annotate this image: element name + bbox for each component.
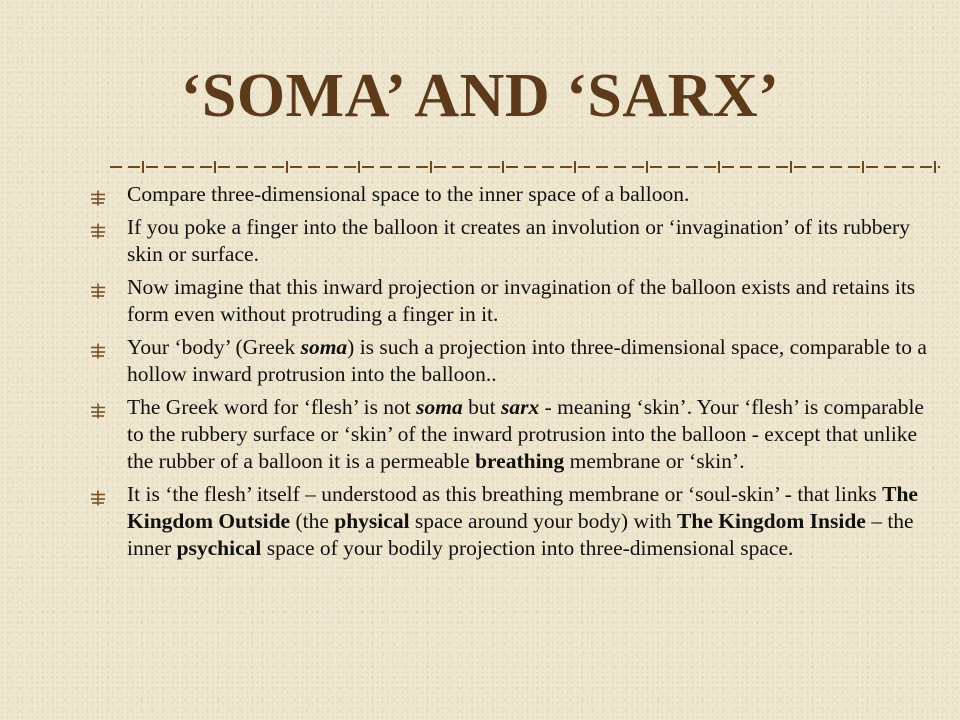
bullet-segment: It is ‘the flesh’ itself – understood as this breathing membrane or ‘soul-skin’ - that links	[127, 482, 883, 506]
bamboo-cross-icon	[90, 219, 106, 235]
bullet-segment: Compare three-dimensional space to the inner space of a balloon.	[127, 182, 690, 206]
bamboo-cross-icon	[90, 339, 106, 355]
bullet-text	[127, 395, 924, 473]
bullet-text	[127, 335, 927, 386]
bullet-item	[90, 181, 940, 208]
bullet-segment: If you poke a finger into the balloon it creates an involution or ‘invagination’ of its rubbery skin or surface.	[127, 215, 910, 266]
bullet-segment: sarx	[501, 395, 540, 419]
bullet-segment: The Greek word for ‘flesh’ is not	[127, 395, 417, 419]
bullet-list	[90, 181, 940, 568]
bullet-segment: soma	[300, 335, 348, 359]
bullet-segment: – the inner	[127, 509, 914, 560]
slide-title: ‘SOMA’ AND ‘SARX’	[180, 62, 780, 130]
bullet-segment: membrane or ‘skin’.	[564, 449, 745, 473]
bullet-segment: space of your bodily projection into three-dimensional space.	[261, 536, 794, 560]
bullet-segment: (the	[290, 509, 335, 533]
bullet-text	[127, 275, 915, 326]
bullet-segment: The Kingdom Inside	[677, 509, 866, 533]
bamboo-cross-icon	[90, 279, 106, 295]
bullet-segment: The Kingdom Outside	[127, 482, 918, 533]
bullet-text	[127, 182, 689, 206]
bullet-segment: soma	[416, 395, 463, 419]
bullet-segment: Now imagine that this inward projection or invagination of the balloon exists and retains its form even without protruding a finger in it.	[127, 275, 916, 326]
bamboo-cross-icon	[90, 486, 106, 502]
bullet-item	[90, 274, 940, 328]
bullet-segment: breathing	[475, 449, 565, 473]
bullet-item	[90, 214, 940, 268]
bamboo-cross-icon	[90, 186, 106, 202]
bullet-item	[90, 334, 940, 388]
bullet-segment: but	[462, 395, 501, 419]
bullet-text	[127, 482, 918, 560]
bullet-segment: - meaning ‘skin’. Your ‘flesh’ is comparable to the rubbery surface or ‘skin’ of the inward protrusion into the balloon - except that unlike the rubber of a balloon it is a permeable	[127, 395, 924, 473]
bullet-segment: space around your body) with	[409, 509, 678, 533]
bamboo-divider-icon	[110, 160, 940, 174]
bullet-segment: physical	[334, 509, 410, 533]
bullet-segment: ) is such a projection into three-dimensional space, comparable to a hollow inward protrusion into the balloon..	[127, 335, 927, 386]
bullet-segment: Your ‘body’ (Greek	[127, 335, 301, 359]
bullet-text	[127, 215, 910, 266]
bullet-segment: psychical	[176, 536, 262, 560]
bamboo-cross-icon	[90, 399, 106, 415]
bullet-item	[90, 481, 940, 562]
bullet-item	[90, 394, 940, 475]
